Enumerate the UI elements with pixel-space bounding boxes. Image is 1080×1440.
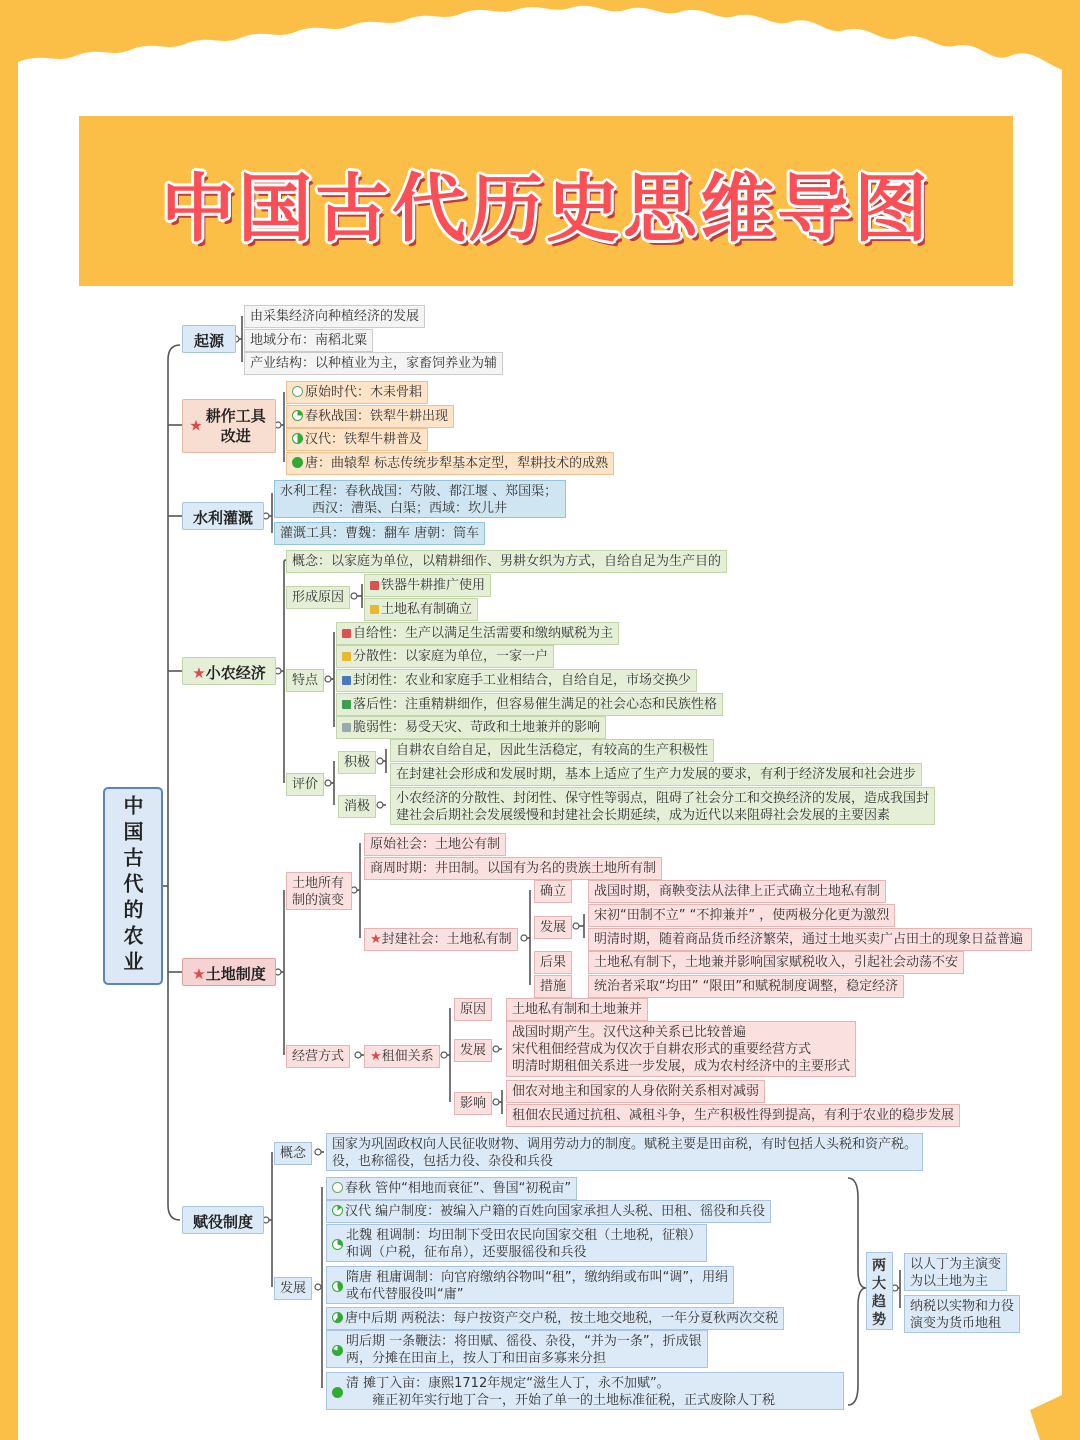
page-title: 中国古代历史思维导图 bbox=[161, 166, 931, 252]
origin-item: 地域分布：南稻北粟 bbox=[244, 329, 373, 352]
feature-item: 脆弱性：易受天灾、苛政和土地兼并的影响 bbox=[336, 716, 606, 739]
establish-item: 战国时期，商鞅变法从法律上正式确立土地私有制 bbox=[588, 880, 886, 903]
develop-item: 宋初“田制不立” “不抑兼并” ，使两极分化更为激烈 bbox=[588, 904, 895, 927]
tax-concept-item: 国家为巩固政权向人民征收财物、调用劳动力的制度。赋税主要是田亩税，有时包括人头税和资产税。 役，也称徭役，包括力役、杂役和兵役 bbox=[326, 1133, 923, 1171]
ownership-item: 商周时期：井田制。以国有为名的贵族土地所有制 bbox=[364, 857, 662, 880]
star-icon: ★ bbox=[370, 932, 382, 947]
star-icon: ★ bbox=[192, 965, 206, 983]
star-icon: ★ bbox=[192, 664, 206, 682]
cause-node: 形成原因 bbox=[286, 586, 350, 609]
feature-item: 自给性：生产以满足生活需要和缴纳赋税为主 bbox=[336, 622, 619, 645]
effect-item: 租佃农民通过抗租、减租斗争，生产积极性得到提高，有利于农业的稳步发展 bbox=[506, 1104, 960, 1127]
star-icon: ★ bbox=[189, 416, 203, 435]
positive-item: 在封建社会形成和发展时期，基本上适应了生产力发展的要求，有利于经济发展和社会进步 bbox=[390, 763, 922, 786]
feature-item: 封闭性：农业和家庭手工业相结合，自给自足，市场交换少 bbox=[336, 669, 697, 692]
tax-develop-node: 发展 bbox=[274, 1277, 312, 1300]
feature-item: 分散性：以家庭为单位，一家一户 bbox=[336, 645, 554, 668]
operation-node: 经营方式 bbox=[286, 1045, 350, 1068]
num-2-icon bbox=[342, 652, 351, 661]
reason-item: 土地私有制和土地兼并 bbox=[506, 998, 648, 1021]
reason-node: 原因 bbox=[454, 998, 492, 1021]
develop-item: 明清时期，随着商品货币经济繁荣，通过土地买卖广占田土的现象日益普遍 bbox=[588, 928, 1032, 951]
measure-node: 措施 bbox=[534, 975, 572, 998]
negative-item: 小农经济的分散性、封闭性、保守性等弱点，阻碍了社会分工和交换经济的发展，造成我国封 建社会后期社会发展缓慢和封建社会长期延续，成为近代以来阻碍社会发展的主要因素 bbox=[390, 787, 935, 825]
trend-item: 纳税以实物和力役 演变为货币地租 bbox=[904, 1295, 1020, 1333]
star-icon: ★ bbox=[370, 1049, 382, 1064]
tax-develop-item: 北魏 租调制：均田制下受田农民向国家交租（土地税，征粮） 和调（户税，征布帛），还要服徭役和兵役 bbox=[326, 1224, 707, 1262]
tax-develop-item: 明后期 一条鞭法：将田赋、徭役、杂役，“并为一条”，折成银 两，分摊在田亩上，按人丁和田亩多寡来分担 bbox=[326, 1330, 708, 1368]
effect-node: 影响 bbox=[454, 1092, 492, 1115]
trend-item: 以人丁为主演变 为以土地为主 bbox=[904, 1253, 1007, 1291]
positive-node: 积极 bbox=[338, 751, 376, 774]
water-node: 水利灌溉 bbox=[182, 502, 264, 530]
feature-node: 特点 bbox=[286, 669, 324, 692]
smallfarm-concept: 概念：以家庭为单位，以精耕细作、男耕女织为方式，自给自足为生产目的 bbox=[286, 550, 727, 573]
pie-80-icon bbox=[332, 1345, 343, 1356]
tenancy-develop-item: 战国时期产生。汉代这种关系已比较普遍 宋代租佃经营成为仅次于自耕农形式的重要经营方式 明清时期租佃关系进一步发展，成为农村经济中的主要形式 bbox=[506, 1021, 856, 1077]
feudal-node: ★封建社会：土地私有制 bbox=[364, 928, 518, 951]
tools-item: 原始时代：木耒骨耜 bbox=[286, 381, 428, 404]
pie-100-icon bbox=[332, 1387, 343, 1398]
pie-15-icon bbox=[332, 1205, 343, 1216]
num-2-icon bbox=[370, 605, 379, 614]
pie-60-icon bbox=[332, 1312, 343, 1323]
water-item: 灌溉工具：曹魏：翻车 唐朝：筒车 bbox=[274, 522, 485, 545]
pie-50-icon bbox=[292, 433, 303, 444]
num-1-icon bbox=[370, 581, 379, 590]
tax-develop-item: 春秋 管仲“相地而衰征”、鲁国“初税亩” bbox=[326, 1177, 577, 1200]
tools-label: 耕作工具改进 bbox=[205, 407, 266, 445]
ownership-item: 原始社会：土地公有制 bbox=[364, 833, 506, 856]
pie-45-icon bbox=[332, 1281, 343, 1292]
tax-node: 赋役制度 bbox=[182, 1206, 264, 1234]
tenancy-node: ★租佃关系 bbox=[364, 1045, 440, 1068]
tools-item: 唐：曲辕犁 标志传统步犁基本定型，犁耕技术的成熟 bbox=[286, 452, 614, 475]
cause-item: 铁器牛耕推广使用 bbox=[364, 574, 491, 597]
tax-concept-node: 概念 bbox=[274, 1142, 312, 1165]
num-3-icon bbox=[342, 676, 351, 685]
root-node: 中国古代的农业 bbox=[103, 787, 163, 985]
cause-item: 土地私有制确立 bbox=[364, 598, 478, 621]
feature-item: 落后性：注重精耕细作，但容易催生满足的社会心态和民族性格 bbox=[336, 693, 723, 716]
pie-100-icon bbox=[292, 457, 303, 468]
tools-node bbox=[182, 399, 276, 453]
origin-item: 产业结构：以种植业为主，家畜饲养业为辅 bbox=[244, 352, 503, 375]
tax-develop-item: 汉代 编户制度：被编入户籍的百姓向国家承担人头税、田租、徭役和兵役 bbox=[326, 1200, 771, 1223]
pie-0-icon bbox=[292, 386, 303, 397]
consequence-item: 土地私有制下，土地兼并影响国家赋税收入，引起社会动荡不安 bbox=[588, 951, 964, 974]
water-item: 水利工程：春秋战国：芍陂、都江堰 、郑国渠； 西汉：漕渠、白渠；西域：坎儿井 bbox=[274, 480, 566, 518]
positive-item: 自耕农自给自足，因此生活稳定，有较高的生产积极性 bbox=[390, 739, 714, 762]
pie-25-icon bbox=[292, 410, 303, 421]
tools-item: 春秋战国：铁犁牛耕出现 bbox=[286, 405, 454, 428]
num-5-icon bbox=[342, 723, 351, 732]
develop-node: 发展 bbox=[534, 916, 572, 939]
smallfarm-node: ★小农经济 bbox=[182, 657, 276, 685]
consequence-node: 后果 bbox=[534, 951, 572, 974]
origin-item: 由采集经济向种植经济的发展 bbox=[244, 305, 425, 328]
land-node: ★土地制度 bbox=[182, 958, 276, 986]
eval-node: 评价 bbox=[286, 773, 324, 796]
tax-develop-item: 清 摊丁入亩：康熙1712年规定“滋生人丁，永不加赋”。 雍正初年实行地丁合一，开始了单一的土地标准征税，正式废除人丁税 bbox=[326, 1372, 844, 1410]
num-1-icon bbox=[342, 629, 351, 638]
trend-node: 两大趋势 bbox=[866, 1252, 893, 1330]
effect-item: 佃农对地主和国家的人身依附关系相对减弱 bbox=[506, 1080, 765, 1103]
negative-node: 消极 bbox=[338, 795, 376, 818]
tax-develop-item: 隋唐 租庸调制：向官府缴纳谷物叫“租”，缴纳绢或布叫“调”，用绢 或布代替服役叫“庸” bbox=[326, 1266, 734, 1304]
measure-item: 统治者采取“均田” “限田”和赋税制度调整，稳定经济 bbox=[588, 975, 904, 998]
ownership-node: 土地所有制的演变 bbox=[286, 872, 352, 910]
origin-node: 起源 bbox=[182, 325, 236, 353]
tenancy-develop-node: 发展 bbox=[454, 1039, 492, 1062]
pie-30-icon bbox=[332, 1239, 343, 1250]
tax-develop-item: 唐中后期 两税法：每户按资产交户税，按土地交地税，一年分夏秋两次交税 bbox=[326, 1307, 784, 1330]
establish-node: 确立 bbox=[534, 880, 572, 903]
pie-0-icon bbox=[332, 1182, 343, 1193]
num-4-icon bbox=[342, 700, 351, 709]
tools-item: 汉代：铁犁牛耕普及 bbox=[286, 428, 428, 451]
